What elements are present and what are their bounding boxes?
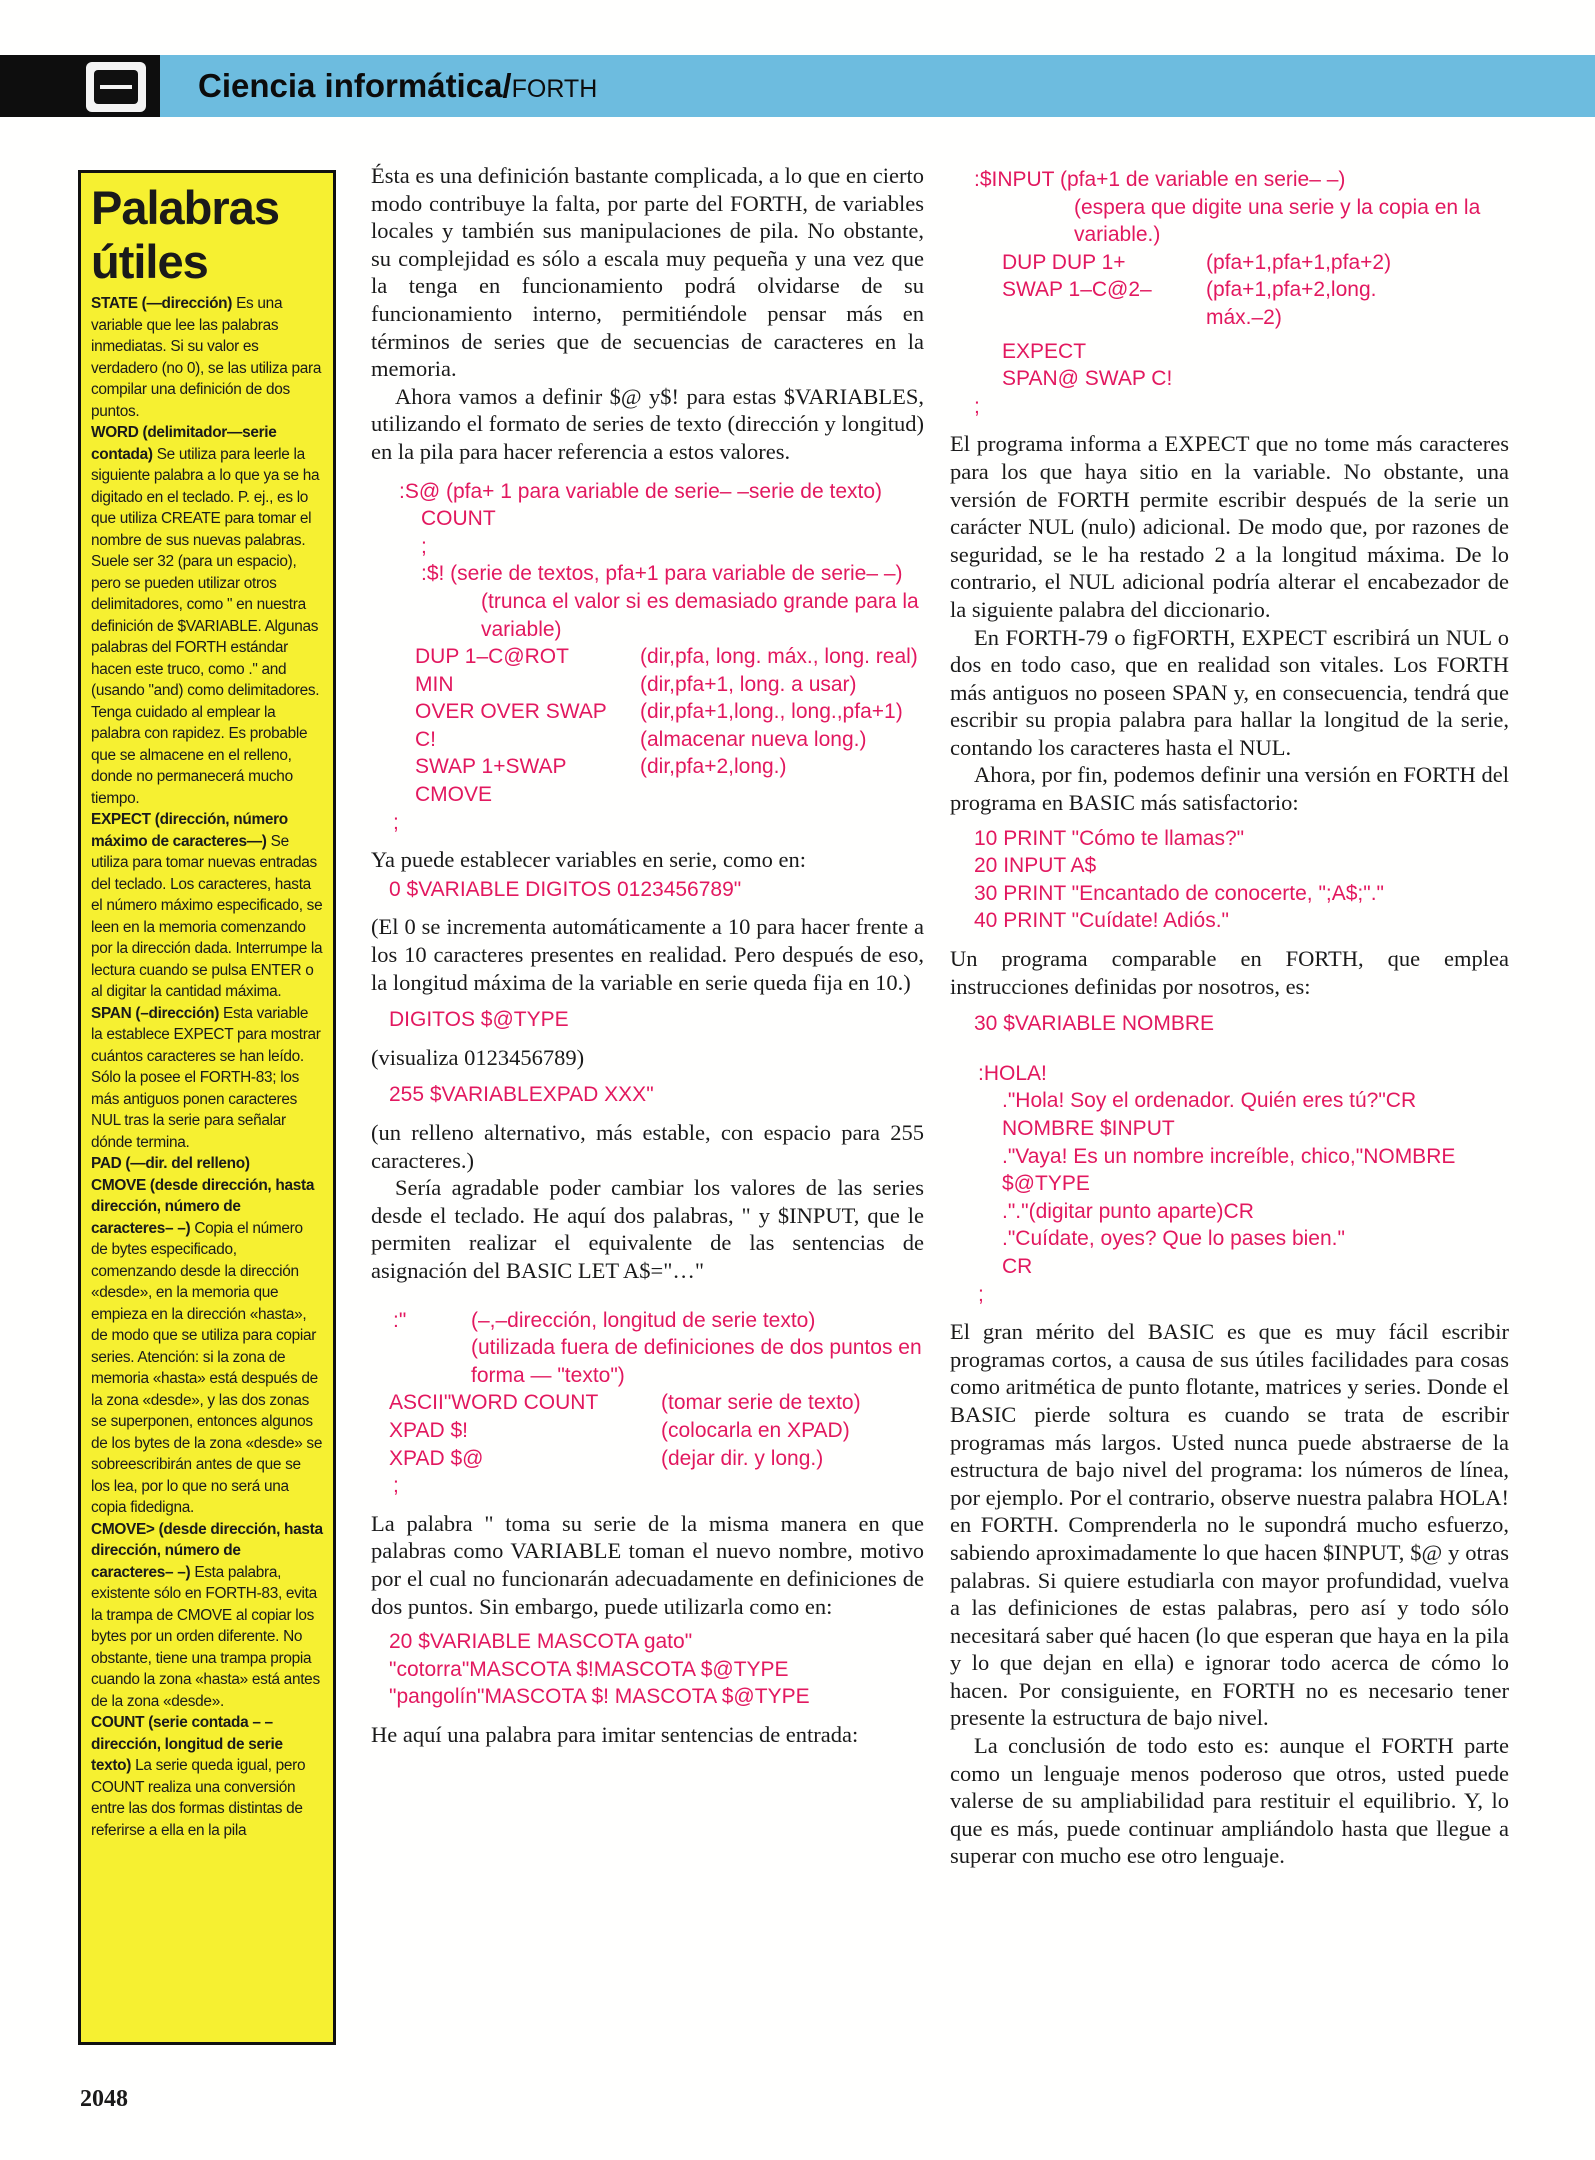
sidebar-box bbox=[78, 170, 336, 2045]
code-line: 20 INPUT A$ bbox=[974, 854, 1097, 878]
code-line: (utilizada fuera de definiciones de dos puntos en forma — "texto") bbox=[471, 1336, 922, 1387]
code-line: ; bbox=[978, 1282, 984, 1306]
paragraph: (un relleno alternativo, más estable, con espacio para 255 caracteres.) bbox=[371, 1120, 924, 1173]
code-row: OVER OVER SWAP (dir,pfa+1,long., long.,pfa+1) bbox=[415, 700, 903, 724]
code-line: SPAN@ SWAP C! bbox=[1002, 367, 1173, 391]
code-line: ; bbox=[974, 394, 980, 418]
code-row: CMOVE bbox=[415, 783, 493, 807]
code-row: C! (almacenar nueva long.) bbox=[415, 727, 867, 751]
code-line: 255 $VARIABLEXPAD XXX" bbox=[389, 1083, 654, 1107]
paragraph: Un programa comparable en FORTH, que emplea instrucciones definidas por nosotros, es: bbox=[950, 946, 1509, 999]
code-block bbox=[371, 1628, 924, 1711]
sidebar-entry: SPAN (–dirección) Esta variable la establece EXPECT para mostrar cuántos caracteres se han leído. Sólo la posee el FORTH-83; los más antiguos ponen caracteres NUL tras la serie para señalar dónde termina. bbox=[91, 1004, 321, 1151]
page-number: 2048 bbox=[80, 2086, 128, 2112]
code-line: 20 $VARIABLE MASCOTA gato" bbox=[389, 1630, 693, 1654]
paragraph: La palabra " toma su serie de la misma manera en que palabras como VARIABLE toman el nuevo nombre, motivo por el cual no funcionarán adecuadamente en definiciones de dos puntos. Sin embargo, puede utilizarla como en: bbox=[371, 1510, 924, 1619]
code-line: ."Vaya! Es un nombre increíble, chico,"NOMBRE $@TYPE bbox=[1002, 1144, 1456, 1196]
code-block bbox=[950, 825, 1509, 935]
code-line: ; bbox=[421, 534, 427, 558]
code-line: NOMBRE $INPUT bbox=[1002, 1117, 1175, 1140]
code-row: MIN (dir,pfa+1, long. a usar) bbox=[415, 672, 857, 696]
code-block bbox=[371, 478, 924, 837]
code-line: CR bbox=[1002, 1254, 1033, 1278]
paragraph: (El 0 se incrementa automáticamente a 10 para hacer frente a los 10 caracteres presentes en realidad. Pero después de eso, la longitud máxima de la variable en serie queda fija en 10.) bbox=[371, 914, 924, 995]
sidebar-title: Palabras útiles bbox=[91, 181, 279, 288]
code-line: :$INPUT (pfa+1 de variable en serie– –) bbox=[974, 168, 1346, 191]
code-line: 0 $VARIABLE DIGITOS 0123456789" bbox=[389, 877, 742, 901]
code-block bbox=[950, 166, 1509, 420]
code-line: (trunca el valor si es demasiado grande para la variable) bbox=[481, 589, 919, 641]
code-line: :$! (serie de textos, pfa+1 para variable de serie– –) bbox=[421, 562, 903, 586]
sidebar-entry: PAD (—dir. del relleno) bbox=[91, 1155, 250, 1172]
code-row: ASCII"WORD COUNT (tomar serie de texto) bbox=[389, 1391, 861, 1415]
code-line: :S@ (pfa+ 1 para variable de serie– –serie de texto) bbox=[399, 479, 882, 503]
sidebar-entry: CMOVE (desde dirección, hasta dirección, número de caracteres– –) Copia el número de bytes especificado, comenzando desde la dirección «desde», en la memoria que empieza en la dirección «hasta», de modo que se utiliza para copiar series. Atención: si la zona de memoria «hasta» está después de la zona «desde», y las dos zonas se superponen, entonces algunos de los bytes de la zona «desde» se sobreescribirán antes de que se los lea, por lo que no será una copia fidedigna. bbox=[91, 1176, 323, 1516]
code-row: SWAP 1–C@2– (pfa+1,pfa+2,long. máx.–2) bbox=[1002, 278, 1377, 329]
paragraph: Sería agradable poder cambiar los valores de las series desde el teclado. He aquí dos palabras, " y $INPUT, que le permiten realizar el equivalente de las sentencias de asignación del BASIC LET A$="…" bbox=[371, 1175, 924, 1283]
column-right bbox=[950, 162, 1509, 1870]
computer-logo-icon bbox=[86, 62, 146, 112]
code-line: "cotorra"MASCOTA $!MASCOTA $@TYPE bbox=[389, 1657, 789, 1681]
code-row: XPAD $! (colocarla en XPAD) bbox=[389, 1418, 850, 1442]
code-line: COUNT bbox=[421, 507, 496, 531]
paragraph: El gran mérito del BASIC es que es muy fácil escribir programas cortos, a causa de sus útiles facilidades para cosas como aritmética de punto flotante, matrices y series. Donde el BASIC pierde soltura es cuando se trata de escribir programas más largos. Usted nunca puede abstraerse de la estructura de bajo nivel del programa: los números de línea, por ejemplo. Por el contrario, observe nuestra palabra HOLA! en FORTH. Comprenderla no le supondrá mucho esfuerzo, sabiendo aproximadamente lo que hacen $INPUT, $@ y otras palabras. Si quiere estudiarla con mayor profundidad, vuelva a las definiciones de estas palabras, pero así y todo sólo necesitará saber qué hacen (lo que esperan que haya en la pila y lo que dejan en ella) e ignorar todo acerca de cómo lo hacen. Por consiguiente, en FORTH no es necesario tener presente la estructura de bajo nivel. bbox=[950, 1319, 1509, 1731]
paragraph: Ahora vamos a definir $@ y$! para estas $VARIABLES, utilizando el formato de series de texto (dirección y longitud) en la pila para hacer referencia a estos valores. bbox=[371, 383, 924, 464]
code-line: ; bbox=[393, 1474, 399, 1498]
code-line: 40 PRINT "Cuídate! Adiós." bbox=[974, 909, 1229, 933]
code-row: DUP DUP 1+ (pfa+1,pfa+1,pfa+2) bbox=[1002, 250, 1392, 274]
paragraph: El programa informa a EXPECT que no tome más caracteres para los que haya sitio en la variable. No obstante, una versión de FORTH permite escribir después de la serie un carácter NUL (nulo) adicional. De modo que, por razones de seguridad, se le ha restado 2 a la longitud máxima. De lo contrario, el NUL adicional podría alterar el encabezador de la siguiente palabra del diccionario. bbox=[950, 431, 1509, 622]
code-block bbox=[371, 1307, 924, 1500]
section-title: Ciencia informática/FORTH bbox=[198, 67, 598, 104]
paragraph: En FORTH-79 o figFORTH, EXPECT escribirá un NUL o dos en todo caso, que en realidad son vitales. Los FORTH más antiguos no poseen SPAN y, en consecuencia, tendrá que escribir su propia palabra para hallar la longitud de la serie, contando los caracteres hasta el NUL. bbox=[950, 624, 1509, 760]
code-line: 10 PRINT "Cómo te llamas?" bbox=[974, 826, 1245, 850]
code-row: SWAP 1+SWAP (dir,pfa+2,long.) bbox=[415, 755, 787, 779]
code-line: ; bbox=[393, 810, 399, 834]
code-line: :HOLA! bbox=[978, 1061, 1047, 1085]
paragraph: He aquí una palabra para imitar sentencias de entrada: bbox=[371, 1721, 859, 1747]
paragraph: Ya puede establecer variables en serie, como en: bbox=[371, 847, 807, 873]
paragraph: (visualiza 0123456789) bbox=[371, 1044, 585, 1070]
code-line: ."Cuídate, oyes? Que lo pases bien." bbox=[1002, 1227, 1345, 1251]
sidebar-body bbox=[91, 293, 323, 1841]
code-row: :" (–,–dirección, longitud de serie texto) bbox=[393, 1308, 816, 1332]
code-line: ."."(digitar punto aparte)CR bbox=[1002, 1199, 1254, 1223]
code-line: 30 $VARIABLE NOMBRE bbox=[974, 1012, 1215, 1036]
paragraph: Ahora, por fin, podemos definir una versión en FORTH del programa en BASIC más satisfactorio: bbox=[950, 762, 1509, 816]
sidebar-entry: EXPECT (dirección, número máximo de caracteres—) Se utiliza para tomar nuevas entradas del teclado. Los caracteres, hasta el número máximo especificado, se leen en la memoria comenzando por la dirección dada. Interrumpe la lectura cuando se pulsa ENTER o al digitar la cantidad máxima. bbox=[91, 811, 323, 1000]
code-block bbox=[950, 1060, 1509, 1308]
sidebar-entry: STATE (—dirección) Es una variable que lee las palabras inmediatas. Si su valor es verdadero (no 0), se las utiliza para compilar una definición de dos puntos. bbox=[91, 295, 322, 420]
code-line: DIGITOS $@TYPE bbox=[389, 1008, 569, 1032]
code-row: DUP 1–C@ROT (dir,pfa, long. máx., long. real) bbox=[415, 645, 918, 669]
column-middle bbox=[371, 162, 924, 1748]
code-line: (espera que digite una serie y la copia en la variable.) bbox=[1074, 195, 1481, 247]
code-line: ."Hola! Soy el ordenador. Quién eres tú?"CR bbox=[1002, 1089, 1417, 1113]
sidebar-entry: CMOVE> (desde dirección, hasta dirección, número de caracteres– –) Esta palabra, existente sólo en FORTH-83, evita la trampa de CMOVE al copiar los bytes por un orden diferente. No obstante, tiene una trampa propia cuando la zona «hasta» está antes de la zona «desde». bbox=[91, 1520, 323, 1710]
code-row: XPAD $@ (dejar dir. y long.) bbox=[389, 1446, 824, 1470]
sidebar-entry: COUNT (serie contada – – dirección, longitud de serie texto) La serie queda igual, pero COUNT realiza una conversión entre las dos formas distintas de referirse a ella en la pila bbox=[91, 1714, 306, 1839]
paragraph: Ésta es una definición bastante complicada, a lo que en cierto modo contribuye la falta, por parte del FORTH, de variables locales y también sus manipulaciones de pila. No obstante, su complejidad es sólo a escala muy pequeña y una vez que la tenga en funcionamiento podrá olvidarse de su funcionamiento interno, permitiéndole pensar más en términos de series que de secuencias de caracteres en la memoria. bbox=[371, 163, 924, 382]
paragraph: La conclusión de todo esto es: aunque el FORTH parte como un lenguaje menos poderoso que otros, usted puede valerse de su ampliabilidad para restituir el equilibrio. Y, lo que es más, puede continuar ampliándolo hasta que llegue a superar con mucho ese otro lenguaje. bbox=[950, 1733, 1509, 1869]
code-line: "pangolín"MASCOTA $! MASCOTA $@TYPE bbox=[389, 1685, 810, 1709]
code-line: 30 PRINT "Encantado de conocerte, ";A$;"." bbox=[974, 881, 1384, 905]
code-line: EXPECT bbox=[1002, 339, 1087, 363]
sidebar-entry: WORD (delimitador—serie contada) Se utiliza para leerle la siguiente palabra a lo que ya se ha digitado en el teclado. P. ej., es lo que utiliza CREATE para tomar el nombre de sus nuevas palabras. Suele ser 32 (para un espacio), pero se pueden utilizar otros delimitadores, como " en nuestra definición de $VARIABLE. Algunas palabras del FORTH estándar hacen este truco, como ." and (usando "and) como delimitadores. Tenga cuidado al emplear la palabra con rapidez. Es probable que se almacene en el relleno, donde no permanecerá mucho tiempo. bbox=[91, 424, 320, 807]
